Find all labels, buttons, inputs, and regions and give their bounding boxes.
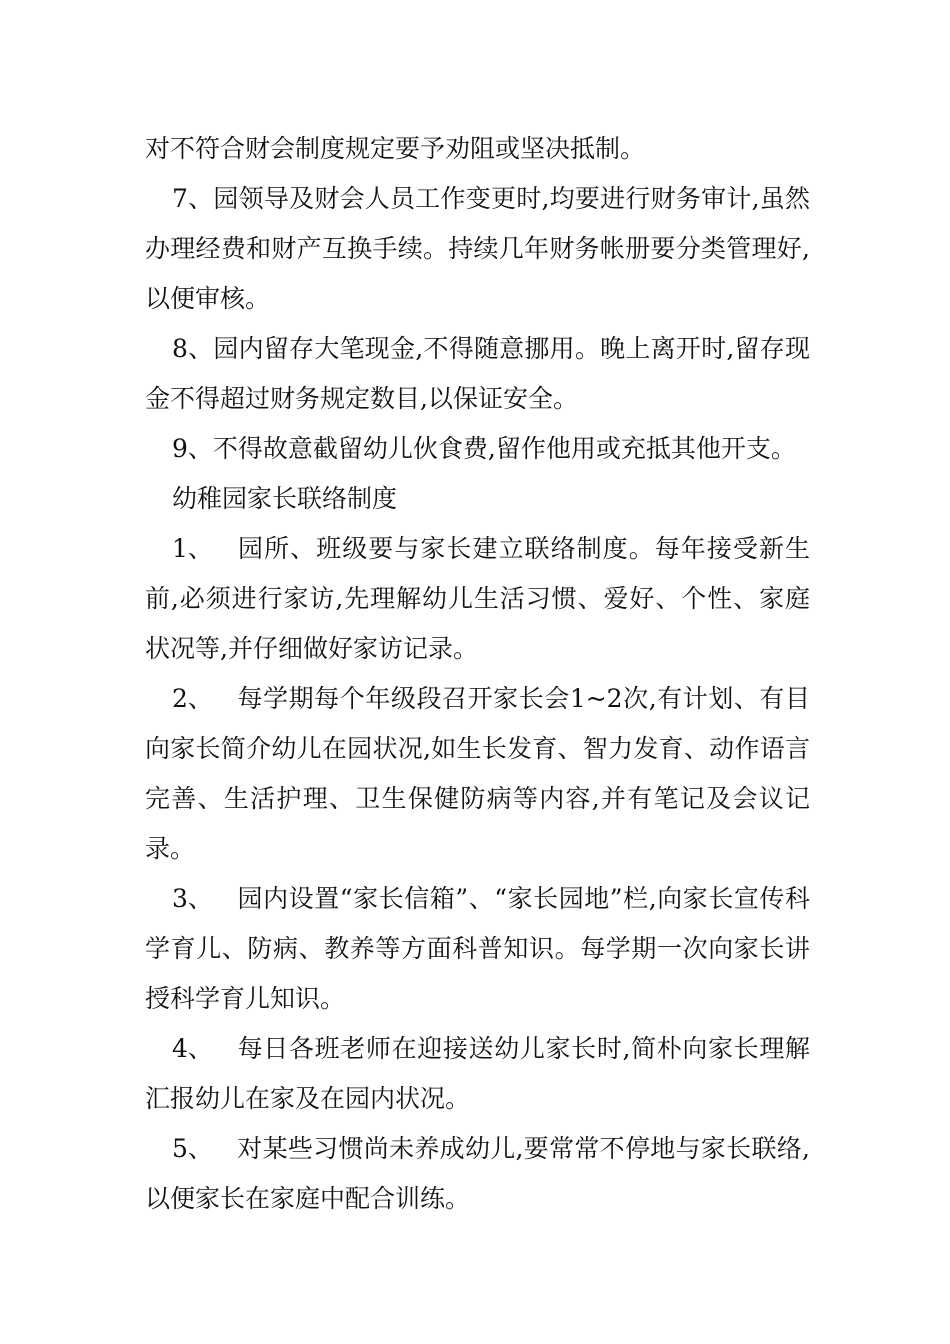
continuation-paragraph: 对不符合财会制度规定要予劝阻或坚决抵制。 — [145, 134, 646, 163]
rule-number: 5、 — [172, 1134, 213, 1163]
contact-rule-5 — [145, 1124, 810, 1224]
rule-number: 4、 — [172, 1034, 213, 1063]
finance-rule-8: 8、园内留存大笔现金,不得随意挪用。晚上离开时,留存现金不得超过财务规定数目,以保证安全。 — [145, 334, 810, 413]
section-title: 幼稚园家长联络制度 — [172, 484, 398, 513]
finance-rule-7: 7、园领导及财会人员工作变更时,均要进行财务审计,虽然办理经费和财产互换手续。持续几年财务帐册要分类管理好,以便审核。 — [145, 184, 810, 313]
rule-text: 每学期每个年级段召开家长会1~2次,有计划、有目向家长简介幼儿在园状况,如生长发育、智力发育、动作语言完善、生活护理、卫生保健防病等内容,并有笔记及会议记录。 — [145, 684, 810, 863]
rule-text: 园内设置“家长信箱”、“家长园地”栏,向家长宣传科学育儿、防病、教养等方面科普知识。每学期一次向家长讲授科学育儿知识。 — [145, 884, 810, 1013]
document-page — [145, 124, 810, 1224]
contact-rule-3 — [145, 874, 810, 1024]
contact-rule-1 — [145, 524, 810, 674]
rule-number: 2、 — [172, 684, 213, 713]
rule-text: 每日各班老师在迎接送幼儿家长时,简朴向家长理解汇报幼儿在家及在园内状况。 — [145, 1034, 810, 1113]
rule-text: 对某些习惯尚未养成幼儿,要常常不停地与家长联络,以便家长在家庭中配合训练。 — [145, 1134, 810, 1213]
contact-rule-2 — [145, 674, 810, 874]
rule-number: 3、 — [172, 884, 213, 913]
rule-text: 园所、班级要与家长建立联络制度。每年接受新生前,必须进行家访,先理解幼儿生活习惯、爱好、个性、家庭状况等,并仔细做好家访记录。 — [145, 534, 810, 663]
contact-rule-4 — [145, 1024, 810, 1124]
rule-number: 1、 — [172, 534, 213, 563]
finance-rule-9: 9、不得故意截留幼儿伙食费,留作他用或充抵其他开支。 — [172, 434, 796, 463]
